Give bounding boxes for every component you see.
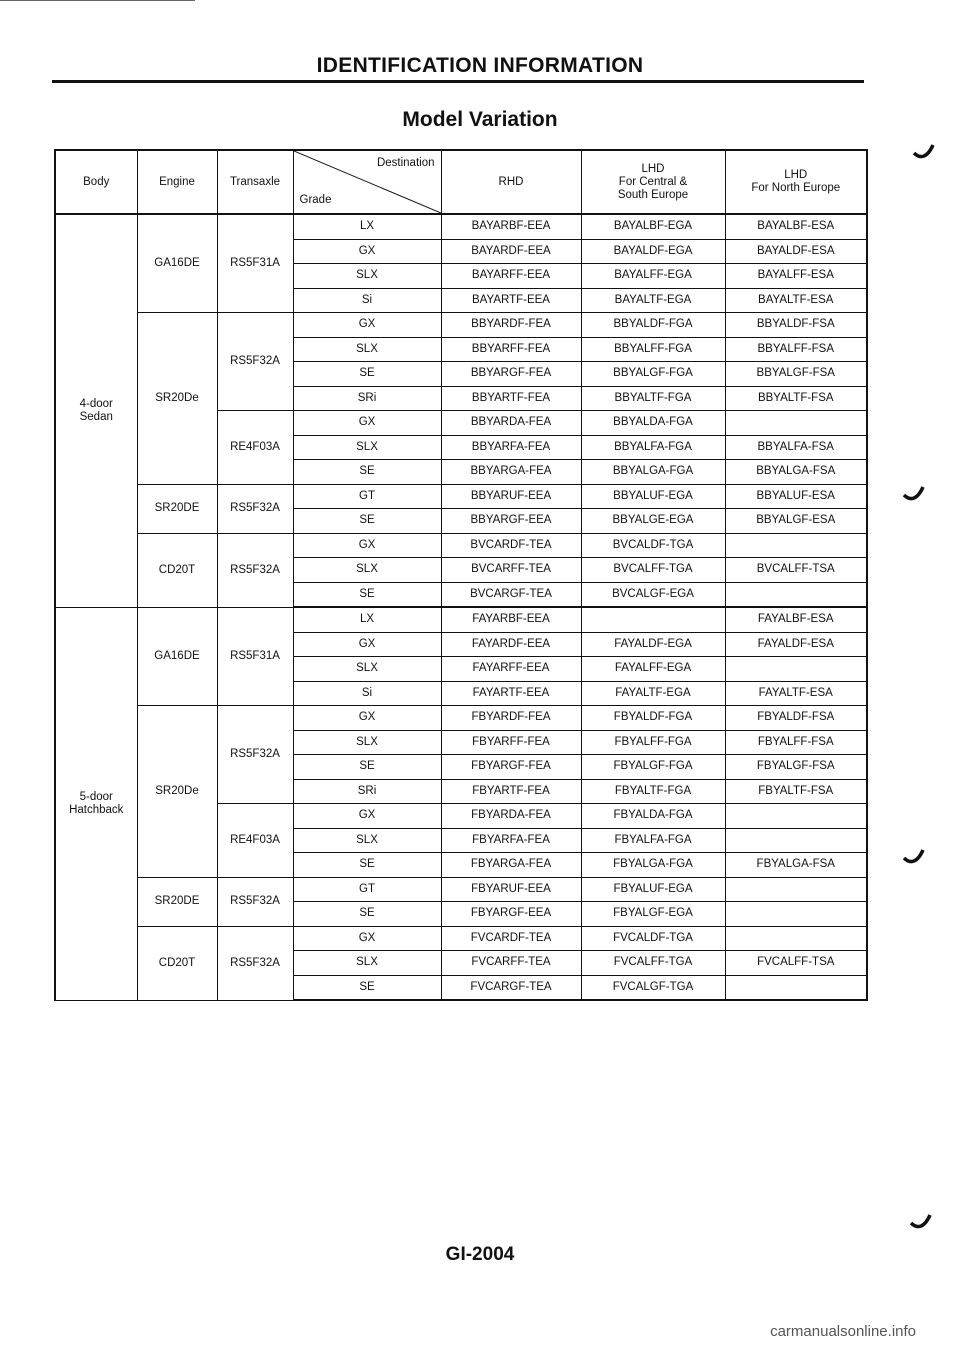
lhd-north-cell: FBYALDF-FSA xyxy=(725,706,867,731)
grade-cell: SE xyxy=(293,460,441,485)
grade-cell: GX xyxy=(293,926,441,951)
lhd-central-cell: FBYALGF-EGA xyxy=(581,902,725,927)
rhd-cell: BBYARGA-FEA xyxy=(441,460,581,485)
lhd-central-cell: FBYALFF-FGA xyxy=(581,730,725,755)
grade-cell: SE xyxy=(293,975,441,1000)
lhd-north-cell xyxy=(725,411,867,436)
table-row xyxy=(55,484,867,509)
grade-cell: SLX xyxy=(293,951,441,976)
check-mark-icon xyxy=(913,143,935,163)
rhd-cell: FVCARDF-TEA xyxy=(441,926,581,951)
lhd-north-cell: BBYALDF-FSA xyxy=(725,313,867,338)
rhd-cell: FBYARTF-FEA xyxy=(441,779,581,804)
header-rhd: RHD xyxy=(441,150,581,214)
engine-cell: SR20DE xyxy=(137,484,217,533)
rhd-cell: FBYARFF-FEA xyxy=(441,730,581,755)
rhd-cell: BAYARBF-EEA xyxy=(441,214,581,239)
header-destination: Destination xyxy=(376,157,435,169)
transaxle-cell: RS5F32A xyxy=(217,926,293,1000)
table-header-row xyxy=(55,150,867,214)
header-transaxle: Transaxle xyxy=(217,150,293,214)
body-label: 4-door xyxy=(79,397,113,410)
grade-cell: GT xyxy=(293,877,441,902)
grade-cell: SLX xyxy=(293,558,441,583)
lhd-central-cell: BVCALGF-EGA xyxy=(581,582,725,607)
lhd-central-cell: FBYALFA-FGA xyxy=(581,828,725,853)
lhd-north-cell xyxy=(725,582,867,607)
lhd-central-cell: FBYALDF-FGA xyxy=(581,706,725,731)
rhd-cell: FVCARGF-TEA xyxy=(441,975,581,1000)
lhd-central-cell: FAYALFF-EGA xyxy=(581,657,725,682)
body-cell xyxy=(55,607,137,1000)
lhd-central-cell: FBYALGF-FGA xyxy=(581,755,725,780)
header-lhd-north-line2: For North Europe xyxy=(751,182,841,194)
body-label: 5-door xyxy=(79,790,113,803)
transaxle-cell: RE4F03A xyxy=(217,411,293,485)
header-grade: Grade xyxy=(299,194,332,206)
header-lhd-central-line2: For Central & xyxy=(618,175,688,188)
engine-cell: GA16DE xyxy=(137,607,217,706)
grade-cell: SLX xyxy=(293,730,441,755)
rhd-cell: BBYARDF-FEA xyxy=(441,313,581,338)
engine-cell: CD20T xyxy=(137,533,217,607)
header-lhd-central-line1: LHD xyxy=(641,162,665,175)
grade-cell: GX xyxy=(293,632,441,657)
rhd-cell: FAYARBF-EEA xyxy=(441,607,581,632)
lhd-central-cell: FBYALDA-FGA xyxy=(581,804,725,829)
lhd-central-cell: BAYALFF-EGA xyxy=(581,264,725,289)
check-mark-icon xyxy=(903,485,925,505)
grade-cell: GX xyxy=(293,239,441,264)
transaxle-cell: RS5F31A xyxy=(217,607,293,706)
lhd-north-cell: BBYALUF-ESA xyxy=(725,484,867,509)
lhd-north-cell: FBYALTF-FSA xyxy=(725,779,867,804)
header-body: Body xyxy=(55,150,137,214)
lhd-central-cell: BBYALGA-FGA xyxy=(581,460,725,485)
rhd-cell: BAYARFF-EEA xyxy=(441,264,581,289)
rhd-cell: FBYARUF-EEA xyxy=(441,877,581,902)
table-row xyxy=(55,706,867,731)
grade-cell: SE xyxy=(293,362,441,387)
header-destination-grade xyxy=(293,150,441,214)
lhd-central-cell: BBYALTF-FGA xyxy=(581,386,725,411)
rhd-cell: BBYARDA-FEA xyxy=(441,411,581,436)
table-row xyxy=(55,926,867,951)
rhd-cell: FAYARTF-EEA xyxy=(441,681,581,706)
lhd-north-cell xyxy=(725,657,867,682)
grade-cell: GX xyxy=(293,313,441,338)
lhd-central-cell: FAYALDF-EGA xyxy=(581,632,725,657)
header-title: IDENTIFICATION INFORMATION xyxy=(316,54,644,77)
transaxle-cell: RS5F32A xyxy=(217,877,293,926)
grade-cell: SLX xyxy=(293,337,441,362)
lhd-central-cell: BBYALGE-EGA xyxy=(581,509,725,534)
transaxle-cell: RS5F32A xyxy=(217,313,293,411)
grade-cell: GX xyxy=(293,804,441,829)
lhd-central-cell: FVCALGF-TGA xyxy=(581,975,725,1000)
header-lhd-central-line3: South Europe xyxy=(617,188,689,201)
lhd-central-cell: BAYALBF-EGA xyxy=(581,214,725,239)
grade-cell: Si xyxy=(293,288,441,313)
lhd-central-cell xyxy=(581,607,725,632)
page-title: Model Variation xyxy=(402,108,558,131)
top-edge-line xyxy=(0,0,195,1)
rhd-cell: FAYARFF-EEA xyxy=(441,657,581,682)
lhd-north-cell: FBYALGA-FSA xyxy=(725,853,867,878)
grade-cell: SE xyxy=(293,902,441,927)
rhd-cell: FBYARDA-FEA xyxy=(441,804,581,829)
rhd-cell: FVCARFF-TEA xyxy=(441,951,581,976)
lhd-central-cell: FAYALTF-EGA xyxy=(581,681,725,706)
lhd-north-cell: BAYALBF-ESA xyxy=(725,214,867,239)
lhd-central-cell: FBYALTF-FGA xyxy=(581,779,725,804)
grade-cell: SLX xyxy=(293,657,441,682)
rhd-cell: BAYARTF-EEA xyxy=(441,288,581,313)
rhd-cell: BAYARDF-EEA xyxy=(441,239,581,264)
rhd-cell: FBYARFA-FEA xyxy=(441,828,581,853)
lhd-central-cell: FVCALDF-TGA xyxy=(581,926,725,951)
lhd-north-cell: FAYALBF-ESA xyxy=(725,607,867,632)
lhd-central-cell: FVCALFF-TGA xyxy=(581,951,725,976)
grade-cell: SLX xyxy=(293,435,441,460)
lhd-north-cell: BAYALDF-ESA xyxy=(725,239,867,264)
rhd-cell: BBYARTF-FEA xyxy=(441,386,581,411)
rhd-cell: BVCARDF-TEA xyxy=(441,533,581,558)
watermark: carmanualsonline.info xyxy=(770,1323,916,1340)
lhd-central-cell: FBYALGA-FGA xyxy=(581,853,725,878)
check-mark-icon xyxy=(903,848,925,868)
rhd-cell: FAYARDF-EEA xyxy=(441,632,581,657)
transaxle-cell: RS5F32A xyxy=(217,484,293,533)
lhd-north-cell xyxy=(725,926,867,951)
grade-cell: LX xyxy=(293,607,441,632)
rhd-cell: BBYARFA-FEA xyxy=(441,435,581,460)
lhd-central-cell: BAYALDF-EGA xyxy=(581,239,725,264)
header-engine: Engine xyxy=(137,150,217,214)
engine-cell: SR20DE xyxy=(137,877,217,926)
grade-cell: SE xyxy=(293,755,441,780)
grade-cell: LX xyxy=(293,214,441,239)
lhd-central-cell: BBYALDA-FGA xyxy=(581,411,725,436)
engine-cell: CD20T xyxy=(137,926,217,1000)
lhd-north-cell: FVCALFF-TSA xyxy=(725,951,867,976)
grade-cell: SRi xyxy=(293,779,441,804)
grade-cell: GX xyxy=(293,533,441,558)
lhd-north-cell xyxy=(725,902,867,927)
lhd-central-cell: BAYALTF-EGA xyxy=(581,288,725,313)
lhd-central-cell: BBYALGF-FGA xyxy=(581,362,725,387)
lhd-north-cell: BBYALFA-FSA xyxy=(725,435,867,460)
lhd-central-cell: BVCALDF-TGA xyxy=(581,533,725,558)
rhd-cell: BBYARGF-FEA xyxy=(441,362,581,387)
lhd-central-cell: BBYALDF-FGA xyxy=(581,313,725,338)
engine-cell: SR20De xyxy=(137,706,217,878)
grade-cell: Si xyxy=(293,681,441,706)
lhd-north-cell: FBYALFF-FSA xyxy=(725,730,867,755)
body-cell xyxy=(55,214,137,607)
table-row xyxy=(55,214,867,239)
lhd-north-cell: BBYALGA-FSA xyxy=(725,460,867,485)
body-label: Hatchback xyxy=(69,803,124,816)
lhd-north-cell: BBYALGF-FSA xyxy=(725,362,867,387)
grade-cell: GX xyxy=(293,706,441,731)
page-number: GI-2004 xyxy=(445,1244,515,1265)
lhd-north-cell: BBYALGF-ESA xyxy=(725,509,867,534)
rhd-cell: BBYARGF-EEA xyxy=(441,509,581,534)
grade-cell: GT xyxy=(293,484,441,509)
rhd-cell: FBYARGA-FEA xyxy=(441,853,581,878)
engine-cell: SR20De xyxy=(137,313,217,485)
lhd-north-cell: BAYALFF-ESA xyxy=(725,264,867,289)
lhd-north-cell xyxy=(725,975,867,1000)
engine-cell: GA16DE xyxy=(137,214,217,313)
grade-cell: SE xyxy=(293,582,441,607)
header-lhd-central-south xyxy=(581,150,725,214)
lhd-north-cell: FAYALDF-ESA xyxy=(725,632,867,657)
rhd-cell: FBYARGF-FEA xyxy=(441,755,581,780)
rhd-cell: BBYARUF-EEA xyxy=(441,484,581,509)
lhd-north-cell xyxy=(725,828,867,853)
rhd-cell: BBYARFF-FEA xyxy=(441,337,581,362)
lhd-central-cell: BBYALUF-EGA xyxy=(581,484,725,509)
table-row xyxy=(55,607,867,632)
lhd-north-cell: BBYALFF-FSA xyxy=(725,337,867,362)
transaxle-cell: RE4F03A xyxy=(217,804,293,878)
lhd-north-cell xyxy=(725,877,867,902)
lhd-north-cell: BVCALFF-TSA xyxy=(725,558,867,583)
lhd-north-cell: BBYALTF-FSA xyxy=(725,386,867,411)
table-row xyxy=(55,877,867,902)
lhd-central-cell: FBYALUF-EGA xyxy=(581,877,725,902)
lhd-north-cell: BAYALTF-ESA xyxy=(725,288,867,313)
lhd-central-cell: BBYALFF-FGA xyxy=(581,337,725,362)
lhd-central-cell: BBYALFA-FGA xyxy=(581,435,725,460)
transaxle-cell: RS5F31A xyxy=(217,214,293,313)
table-row xyxy=(55,313,867,338)
header-lhd-north xyxy=(725,150,867,214)
model-variation-table xyxy=(54,149,868,1001)
lhd-north-cell: FBYALGF-FSA xyxy=(725,755,867,780)
rhd-cell: BVCARGF-TEA xyxy=(441,582,581,607)
lhd-north-cell xyxy=(725,804,867,829)
check-mark-icon xyxy=(910,1213,932,1233)
transaxle-cell: RS5F32A xyxy=(217,706,293,804)
header-rule xyxy=(52,80,864,83)
grade-cell: SRi xyxy=(293,386,441,411)
header-lhd-north-line1: LHD xyxy=(784,169,808,181)
rhd-cell: FBYARGF-EEA xyxy=(441,902,581,927)
grade-cell: GX xyxy=(293,411,441,436)
grade-cell: SLX xyxy=(293,264,441,289)
rhd-cell: FBYARDF-FEA xyxy=(441,706,581,731)
body-label: Sedan xyxy=(79,410,113,423)
lhd-north-cell: FAYALTF-ESA xyxy=(725,681,867,706)
lhd-central-cell: BVCALFF-TGA xyxy=(581,558,725,583)
grade-cell: SE xyxy=(293,509,441,534)
lhd-north-cell xyxy=(725,533,867,558)
table-row xyxy=(55,533,867,558)
grade-cell: SE xyxy=(293,853,441,878)
transaxle-cell: RS5F32A xyxy=(217,533,293,607)
grade-cell: SLX xyxy=(293,828,441,853)
rhd-cell: BVCARFF-TEA xyxy=(441,558,581,583)
